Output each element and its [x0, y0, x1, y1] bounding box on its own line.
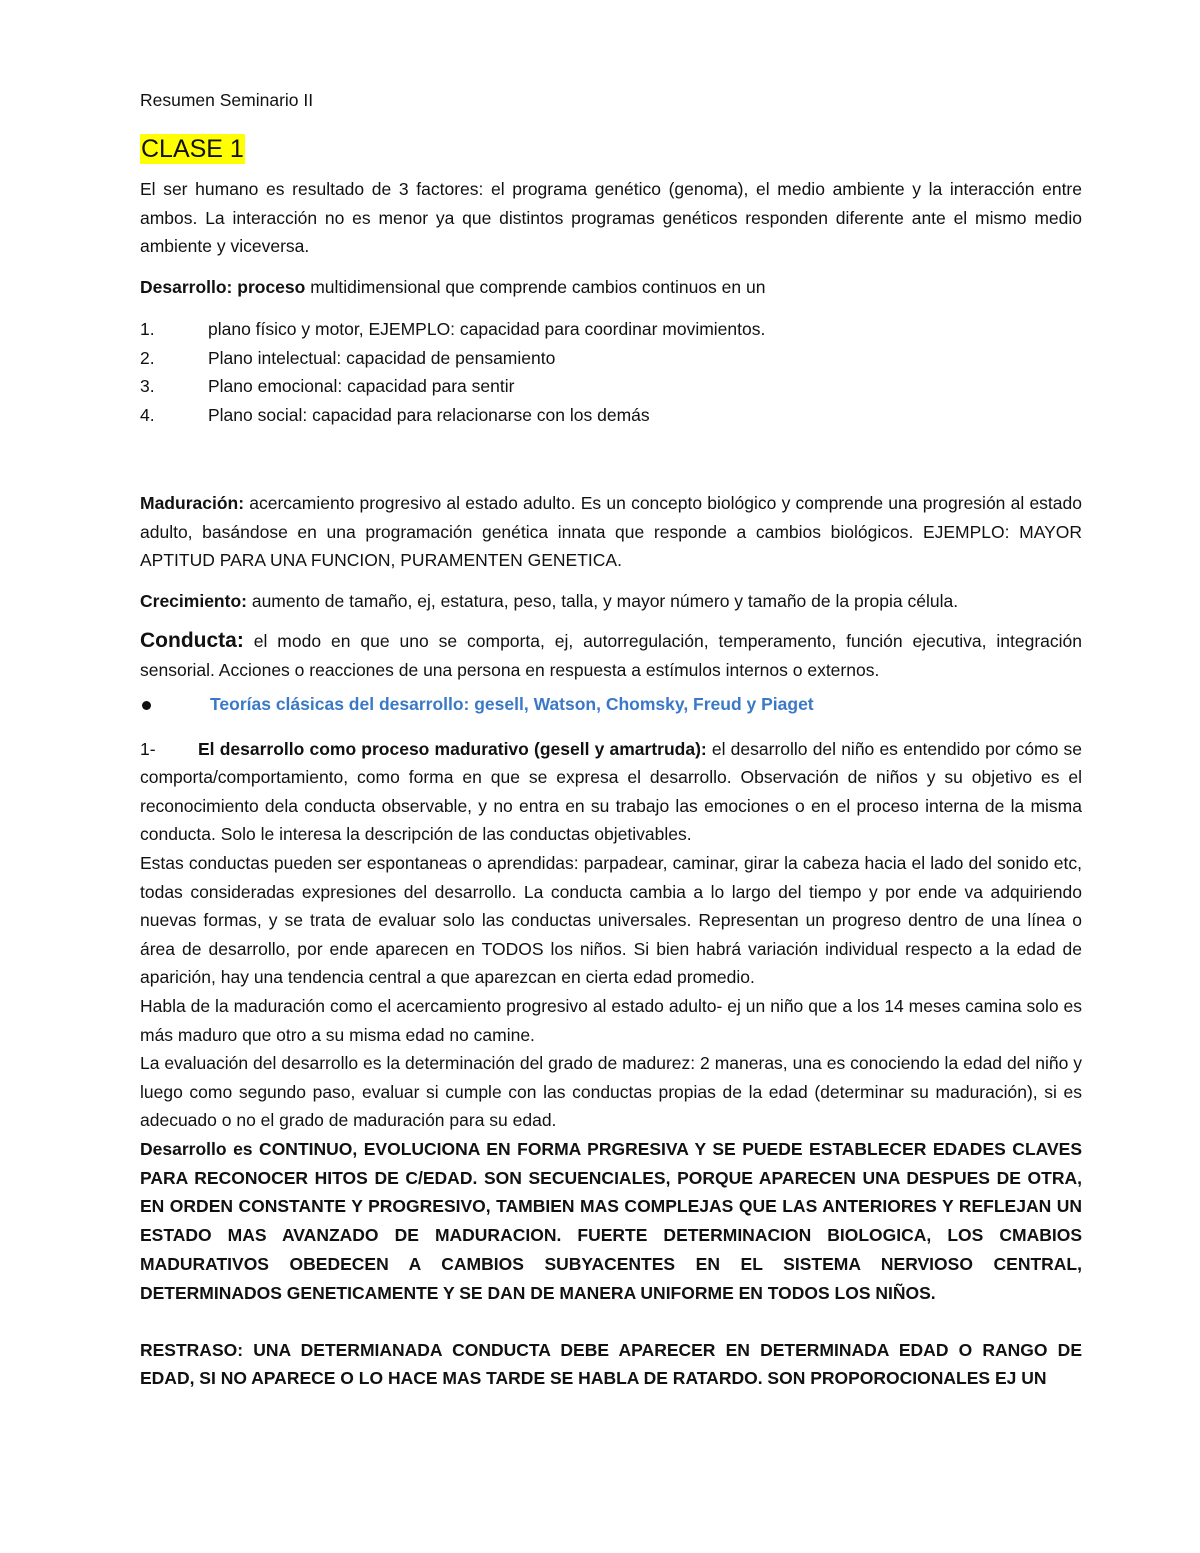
- maduracion-definition: [140, 489, 1082, 575]
- continuo-paragraph: Desarrollo es CONTINUO, EVOLUCIONA EN FORMA PRGRESIVA Y SE PUEDE ESTABLECER EDADES CLAVES PARA RECONOCER HITOS DE C/EDAD. SON SECUENCIALES, PORQUE APARECEN UNA DESPUES DE OTRA, EN ORDEN CONSTANTE Y PROGRESIVO, TAMBIEN MAS COMPLEJAS QUE LAS ANTERIORES Y REFLEJAN UN ESTADO MAS AVANZADO DE MADURACION. FUERTE DETERMINACION BIOLOGICA, LOS CMABIOS MADURATIVOS OBEDECEN A CAMBIOS SUBYACENTES EN EL SISTEMA NERVIOSO CENTRAL, DETERMINADOS GENETICAMENTE Y SE DAN DE MANERA UNIFORME EN TODOS LOS NIÑOS.: [140, 1138, 1082, 1303]
- item1-text: el desarrollo del niño es entendido por cómo se comporta/comportamiento, como forma en que se expresa el desarrollo. Observación de niños y su objetivo es el reconocimiento dela conducta observable, y no entra en su trabajo las emociones o en el proceso interna de la misma conducta. Solo le interesa la descripción de las conductas objetivables.: [140, 738, 1083, 845]
- document-body: [140, 86, 1082, 1393]
- list-item-number: 2.: [140, 347, 155, 368]
- teorias-bullet: [140, 689, 1082, 719]
- maduracion-text: acercamiento progresivo al estado adulto. Es un concepto biológico y comprende una progresión al estado adulto, basándose en una programación genética innata que responde a cambios biológicos. EJEMPLO: MAYOR APTITUD PARA UNA FUNCION, PURAMENTEN GENETICA.: [140, 493, 1082, 571]
- list-item-text: Plano emocional: capacidad para sentir: [208, 376, 515, 397]
- maduracion-term: Maduración:: [140, 493, 245, 513]
- list-item: [140, 315, 1082, 343]
- list-item: [140, 372, 1082, 400]
- conducta-definition: [140, 627, 1082, 684]
- list-item: [140, 401, 1082, 429]
- intro-paragraph: El ser humano es resultado de 3 factores: el programa genético (genoma), el medio ambiente y la interacción entre ambos. La interacción no es menor ya que distintos programas genéticos responden diferente ante el mismo medio ambiente y viceversa.: [140, 179, 1082, 257]
- item1-paragraph: [140, 735, 1082, 849]
- retraso-paragraph: RESTRASO: UNA DETERMIANADA CONDUCTA DEBE APARECER EN DETERMINADA EDAD O RANGO DE EDAD, SI NO APARECE O LO HACE MAS TARDE SE HABLA DE RATARDO. SON PROPOROCIONALES EJ UN: [140, 1339, 1082, 1389]
- conducta-text: el modo en que uno se comporta, ej, autorregulación, temperamento, función ejecutiva, integración sensorial. Acciones o reacciones de una persona en respuesta a estímulos internos o externos.: [140, 631, 1082, 680]
- list-item-number: 1.: [140, 319, 155, 340]
- conducta-term: Conducta:: [140, 629, 244, 653]
- crecimiento-definition: [140, 587, 1082, 616]
- list-item-number: 4.: [140, 404, 155, 425]
- document-title: Resumen Seminario II: [140, 90, 314, 110]
- maduracion-paragraph: Habla de la maduración como el acercamiento progresivo al estado adulto- ej un niño que a los 14 meses camina solo es más maduro que otro a su misma edad no camine.: [140, 995, 1082, 1045]
- planes-list: [140, 315, 1082, 429]
- evaluacion-paragraph: La evaluación del desarrollo es la determinación del grado de madurez: 2 maneras, una es conociendo la edad del niño y luego como segundo paso, evaluar si cumple con las conductas propias de la edad (determinar su maduración), si es adecuado o no el grado de maduración para su edad.: [140, 1053, 1082, 1131]
- crecimiento-text: aumento de tamaño, ej, estatura, peso, talla, y mayor número y tamaño de la propia célula.: [246, 590, 959, 611]
- list-item-text: Plano social: capacidad para relacionarse con los demás: [208, 404, 650, 425]
- list-item-text: plano físico y motor, EJEMPLO: capacidad para coordinar movimientos.: [208, 319, 766, 340]
- list-item-number: 3.: [140, 376, 155, 397]
- desarrollo-definition: [140, 273, 1082, 302]
- list-item-text: Plano intelectual: capacidad de pensamiento: [208, 347, 556, 368]
- item1-number: 1-: [140, 738, 156, 759]
- teorias-heading: Teorías clásicas del desarrollo: gesell, Watson, Chomsky, Freud y Piaget: [210, 693, 814, 714]
- list-item: [140, 344, 1082, 372]
- desarrollo-term: Desarrollo: proceso: [140, 276, 306, 297]
- section-heading-clase-1: CLASE 1: [141, 135, 244, 163]
- item1-term: El desarrollo como proceso madurativo (gesell y amartruda):: [198, 738, 707, 759]
- crecimiento-term: Crecimiento:: [140, 590, 247, 611]
- desarrollo-text: multidimensional que comprende cambios continuos en un: [305, 276, 766, 297]
- bullet-dot-icon: [142, 701, 151, 710]
- conductas-paragraph: Estas conductas pueden ser espontaneas o aprendidas: parpadear, caminar, girar la cabeza hacia el lado del sonido etc, todas consideradas expresiones del desarrollo. La conducta cambia a lo largo del tiempo y por ende va adquiriendo nuevas formas, y se trata de evaluar solo las conductas universales. Representan un progreso dentro de una línea o área de desarrollo, por ende aparecen en TODOS los niños. Si bien habrá variación individual respecto a la edad de aparición, hay una tendencia central a que aparezcan en cierta edad promedio.: [140, 852, 1082, 988]
